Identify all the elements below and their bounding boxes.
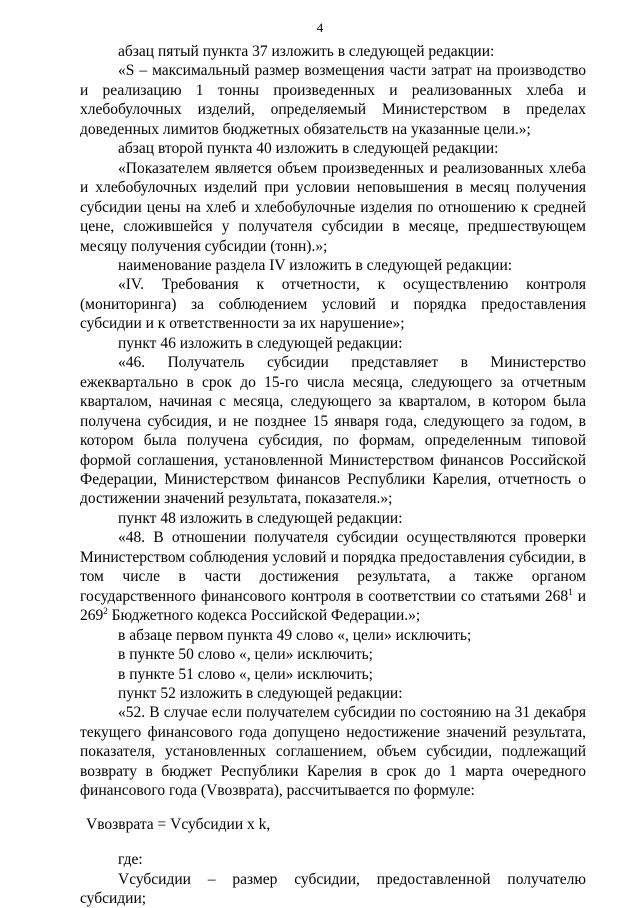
paragraph-48-text-middle: и 269 bbox=[80, 587, 586, 625]
paragraph: в пункте 50 слово «, цели» исключить; bbox=[118, 646, 373, 664]
paragraph: где: bbox=[118, 851, 143, 869]
paragraph: абзац пятый пункта 37 изложить в следующей редакции: bbox=[118, 43, 495, 60]
superscript: 2 bbox=[103, 606, 108, 617]
paragraph: в абзаце первом пункта 49 слово «, цели» исключить; bbox=[118, 626, 472, 644]
page-number: 4 bbox=[316, 20, 324, 35]
paragraph: Vсубсидии – размер субсидии, предоставленной получателю субсидии; bbox=[80, 870, 586, 908]
paragraph: пункт 46 изложить в следующей редакции: bbox=[118, 334, 403, 352]
paragraph: пункт 52 изложить в следующей редакции: bbox=[118, 684, 403, 702]
paragraph: «Показателем является объем произведенных и реализованных хлеба и хлебобулочных изделий при условии неповышения в месяц получения субсидии цены на хлеб и хлебобулочные изделия по отношению к средней цене, сложившейся у получателя субсидии в месяце, предшествующем месяцу получения субсидии (тонн).»; bbox=[80, 159, 586, 255]
paragraph: «IV. Требования к отчетности, к осуществлению контроля (мониторинга) за соблюдением условий и порядка предоставления субсидии и к ответственности за их нарушение»; bbox=[80, 276, 586, 333]
paragraph: «46. Получатель субсидии представляет в Министерство ежеквартально в срок до 15-го числа месяца, следующего за отчетным кварталом, начиная с месяца, следующего за кварталом, в котором была получена субсидия, и не позднее 15 января года, следующего за годом, в котором была получена субсидия, по формам, определенным типовой формой соглашения, установленной Министерством финансов Российской Федерации, Министерством финансов Республики Карелия, отчетность о достижении значений результата, показателя.»; bbox=[80, 354, 586, 508]
paragraph-48-text-start: «48. В отношении получателя субсидии осуществляются проверки Министерством соблюдения условий и порядка предоставления субсидии, в том числе в части достижения результата, а также органом государственного финансового контроля в соответствии со статьями 268 bbox=[80, 529, 586, 605]
formula: Vвозврата = Vсубсидии x k, bbox=[86, 815, 271, 833]
paragraph: в пункте 51 слово «, цели» исключить; bbox=[118, 665, 373, 683]
paragraph-48 bbox=[80, 528, 586, 625]
paragraph: «S – максимальный размер возмещения части затрат на производство и реализацию 1 тонны произведенных и реализованных хлеба и хлебобулочных изделий, определяемый Министерством в пределах доведенных лимитов бюджетных обязательств на указанные цели.»; bbox=[80, 62, 586, 138]
paragraph-48-text-end: Бюджетного кодекса Российской Федерации.»; bbox=[107, 607, 421, 625]
document-body bbox=[80, 42, 586, 908]
paragraph: абзац второй пункта 40 изложить в следующей редакции: bbox=[118, 140, 499, 158]
paragraph: наименование раздела IV изложить в следующей редакции: bbox=[118, 256, 513, 274]
paragraph: пункт 48 изложить в следующей редакции: bbox=[118, 509, 403, 527]
paragraph: «52. В случае если получателем субсидии по состоянию на 31 декабря текущего финансового года допущено недостижение значений результата, показателя, установленных соглашением, объем субсидии, подлежащий возврату в бюджет Республики Карелия в срок до 1 марта очередного финансового года (Vвозврата), рассчитывается по формуле: bbox=[80, 704, 586, 800]
superscript: 1 bbox=[568, 586, 573, 597]
